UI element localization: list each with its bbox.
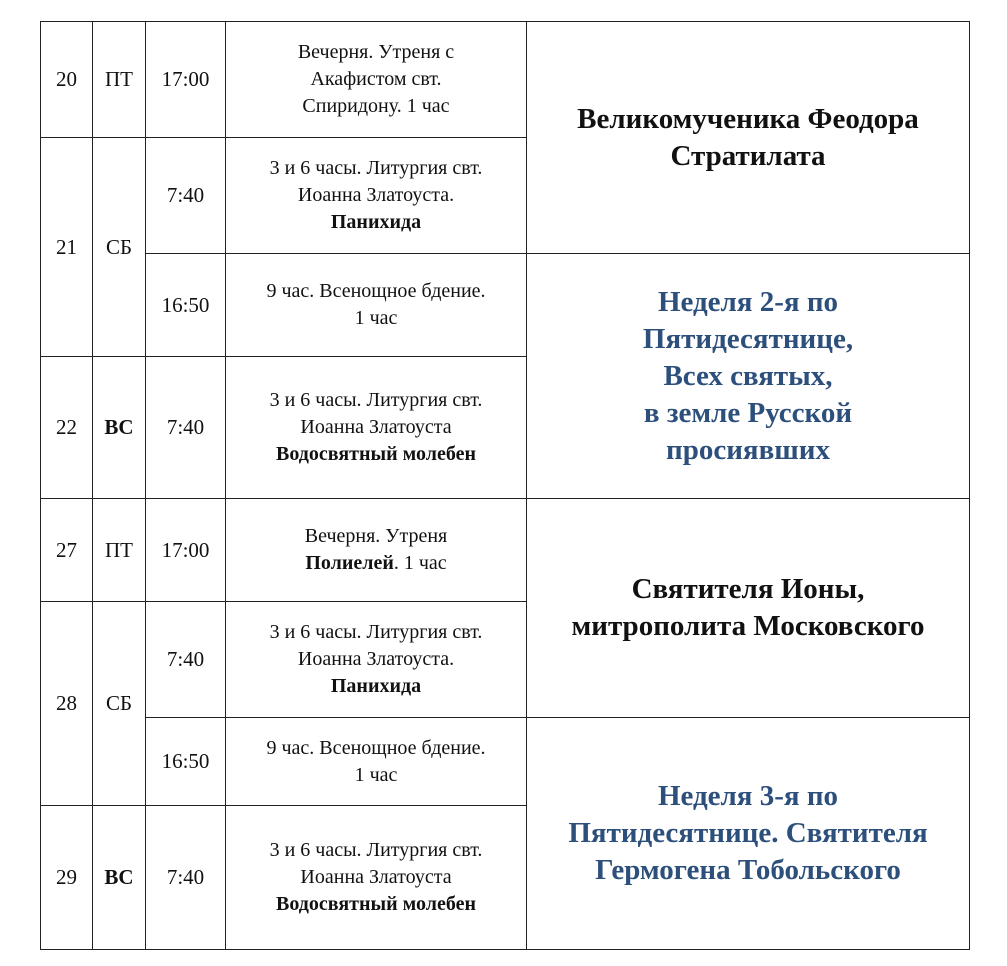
service-line: Иоанна Златоуста (300, 866, 452, 888)
feast-line: Неделя 2-я по (657, 285, 839, 318)
day-of-week: ВС (93, 806, 146, 950)
feast-line: Гермогена Тобольского (595, 854, 901, 886)
feast-line: Пятидесятнице, (642, 322, 854, 355)
feast-line: просиявших (666, 433, 830, 466)
day-number: 20 (41, 22, 93, 138)
service-description (226, 254, 527, 357)
day-number: 29 (41, 806, 93, 950)
feast-line: Святителя Ионы, (631, 573, 865, 605)
service-line: 1 час (354, 763, 398, 786)
table-row (41, 499, 970, 602)
service-time: 17:00 (146, 499, 226, 602)
service-line-mixed (232, 550, 520, 577)
service-line-bold: Полиелей (305, 552, 394, 574)
service-line: Вечерня. Утреня с (297, 41, 455, 63)
service-description (226, 357, 527, 499)
schedule-table (40, 21, 970, 950)
feast-line: Всех святых, (663, 359, 833, 392)
feast-title (527, 22, 970, 254)
service-line: 1 час (354, 307, 398, 329)
service-line-bold: Панихида (330, 211, 422, 233)
service-description (226, 602, 527, 718)
service-time: 7:40 (146, 602, 226, 718)
service-description (226, 806, 527, 950)
service-line: 3 и 6 часы. Литургия свт. (269, 389, 483, 411)
service-line: 3 и 6 часы. Литургия свт. (269, 157, 483, 179)
service-description (226, 718, 527, 806)
service-line: Иоанна Златоуста (300, 416, 452, 438)
service-line: 3 и 6 часы. Литургия свт. (269, 839, 483, 861)
service-line: Иоанна Златоуста. (297, 648, 455, 670)
day-number: 28 (41, 602, 93, 806)
service-line: Акафистом свт. (310, 68, 442, 90)
table-row (41, 718, 970, 806)
service-line-bold: Панихида (330, 675, 422, 697)
service-line: 9 час. Всенощное бдение. (266, 736, 486, 759)
service-line-bold: Водосвятный молебен (276, 893, 476, 915)
service-description (226, 22, 527, 138)
service-line: Иоанна Златоуста. (297, 184, 455, 206)
table-row (41, 22, 970, 138)
table-row (41, 254, 970, 357)
feast-line: Неделя 3-я по (657, 780, 839, 812)
feast-title (527, 718, 970, 950)
service-time: 7:40 (146, 806, 226, 950)
service-line-rest: . 1 час (393, 552, 447, 574)
feast-line: в земле Русской (643, 396, 853, 429)
service-time: 7:40 (146, 138, 226, 254)
service-time: 16:50 (146, 254, 226, 357)
day-of-week: ПТ (93, 22, 146, 138)
feast-title (527, 499, 970, 718)
day-number: 22 (41, 357, 93, 499)
day-of-week: ПТ (93, 499, 146, 602)
service-description (226, 499, 527, 602)
day-of-week: СБ (93, 138, 146, 357)
service-line: 3 и 6 часы. Литургия свт. (269, 621, 483, 643)
feast-line: митрополита Московского (571, 610, 925, 642)
feast-line: Великомученика Феодора (577, 102, 919, 135)
service-time: 17:00 (146, 22, 226, 138)
service-description (226, 138, 527, 254)
feast-title (527, 254, 970, 499)
feast-line: Пятидесятнице. Святителя (568, 817, 928, 849)
day-of-week: СБ (93, 602, 146, 806)
day-number: 27 (41, 499, 93, 602)
service-line: 9 час. Всенощное бдение. (266, 280, 486, 302)
service-line-bold: Водосвятный молебен (276, 443, 476, 465)
feast-line: Стратилата (670, 139, 826, 172)
day-of-week: ВС (93, 357, 146, 499)
day-number: 21 (41, 138, 93, 357)
service-time: 7:40 (146, 357, 226, 499)
service-time: 16:50 (146, 718, 226, 806)
service-line: Спиридону. 1 час (302, 95, 450, 117)
service-line: Вечерня. Утреня (304, 525, 448, 547)
